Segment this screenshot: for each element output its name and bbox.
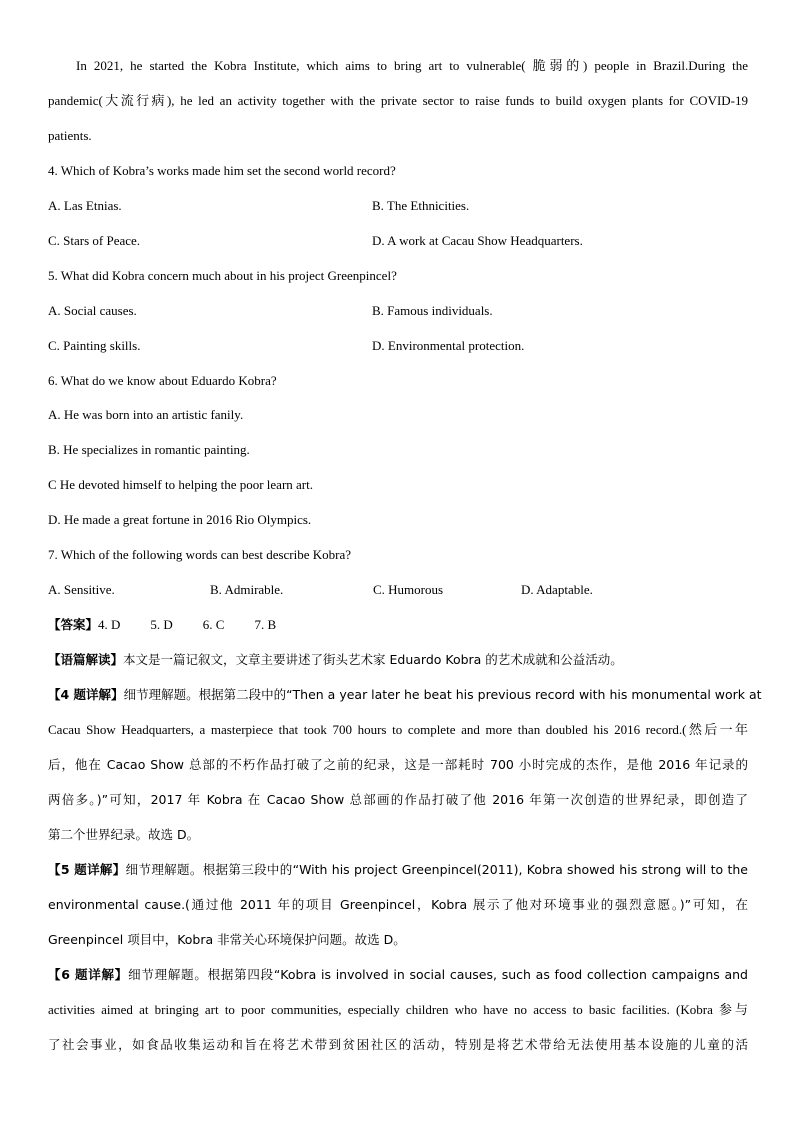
question-6: 6. What do we know about Eduardo Kobra?: [48, 373, 277, 388]
explain-4-line: 【4 题详解】细节理解题。根据第二段中的“Then a year later he beat his previous record with his monumental work at: [48, 687, 762, 702]
answer-4: 4. D: [98, 617, 121, 632]
option-7b: B. Admirable.: [210, 582, 284, 597]
explain-5-label: 【5 题详解】: [48, 862, 126, 877]
summary-label: 【语篇解读】: [48, 652, 124, 667]
explain-4-line: 两倍多。)”可知，2017 年 Kobra 在 Cacao Show 总部画的作品打破了他 2016 年第一次创造的世界纪录，即创造了: [48, 792, 748, 807]
explain-5-line: 【5 题详解】细节理解题。根据第三段中的“With his project Greenpincel(2011), Kobra showed his strong will to the: [48, 862, 748, 877]
option-7d: D. Adaptable.: [521, 582, 593, 597]
option-5a: A. Social causes.: [48, 303, 137, 318]
option-6d: D. He made a great fortune in 2016 Rio Olympics.: [48, 512, 312, 527]
answer-label: 【答案】: [48, 617, 99, 632]
option-5b: B. Famous individuals.: [372, 303, 493, 318]
explain-6-line: activities aimed at bringing art to poor communities, especially children who have no access to basic facilities. (Kobra 参与: [48, 1002, 748, 1017]
explain-6-label: 【6 题详解】: [48, 967, 129, 982]
explain-5-line: environmental cause.(通过他 2011 年的项目 Greenpincel，Kobra 展示了他对环境事业的强烈意愿。)”可知，在: [48, 897, 748, 912]
question-5: 5. What did Kobra concern much about in his project Greenpincel?: [48, 268, 397, 283]
option-5c: C. Painting skills.: [48, 338, 141, 353]
explain-5-line: Greenpincel 项目中，Kobra 非常关心环境保护问题。故选 D。: [48, 932, 406, 947]
explain-4-line: 后，他在 Cacao Show 总部的不朽作品打破了之前的纪录，这是一部耗时 700 小时完成的杰作，是他 2016 年记录的: [48, 757, 748, 772]
explain-4-line: Cacau Show Headquarters, a masterpiece that took 700 hours to complete and more than doubled his 2016 record.(然后一年: [48, 722, 748, 737]
paragraph-line: pandemic(大流行病), he led an activity together with the private sector to raise funds to build oxygen plants for COVID-19: [48, 93, 748, 108]
answer-5: 5. D: [150, 617, 173, 632]
option-7c: C. Humorous: [373, 582, 444, 597]
question-4: 4. Which of Kobra’s works made him set the second world record?: [48, 163, 396, 178]
explain-4-label: 【4 题详解】: [48, 687, 124, 702]
answer-7: 7. B: [254, 617, 277, 632]
question-7: 7. Which of the following words can best describe Kobra?: [48, 547, 352, 562]
option-4b: B. The Ethnicities.: [372, 198, 470, 213]
explain-6-line: 【6 题详解】细节理解题。根据第四段“Kobra is involved in social causes, such as food collection campaigns and: [48, 967, 748, 982]
explain-6-line: 了社会事业，如食品收集运动和旨在将艺术带到贫困社区的活动，特别是将艺术带给无法使用基本设施的儿童的活: [48, 1037, 748, 1052]
summary-text: 本文是一篇记叙文，文章主要讲述了街头艺术家 Eduardo Kobra 的艺术成就和公益活动。: [123, 652, 623, 667]
explain-4-line: 第二个世界纪录。故选 D。: [48, 827, 200, 842]
option-6b: B. He specializes in romantic painting.: [48, 442, 250, 457]
answer-line: [48, 616, 748, 634]
option-4c: C. Stars of Peace.: [48, 233, 141, 248]
option-6a: A. He was born into an artistic fanily.: [48, 407, 244, 422]
answer-6: 6. C: [202, 617, 225, 632]
paragraph-line: In 2021, he started the Kobra Institute, which aims to bring art to vulnerable( 脆弱的) people in Brazil.During the: [76, 58, 748, 73]
option-6c: C He devoted himself to helping the poor learn art.: [48, 477, 313, 492]
option-4d: D. A work at Cacau Show Headquarters.: [372, 233, 583, 248]
option-5d: D. Environmental protection.: [372, 338, 525, 353]
option-4a: A. Las Etnias.: [48, 198, 122, 213]
summary-line: [48, 651, 748, 669]
option-7a: A. Sensitive.: [48, 582, 115, 597]
paragraph-line: patients.: [48, 128, 92, 143]
